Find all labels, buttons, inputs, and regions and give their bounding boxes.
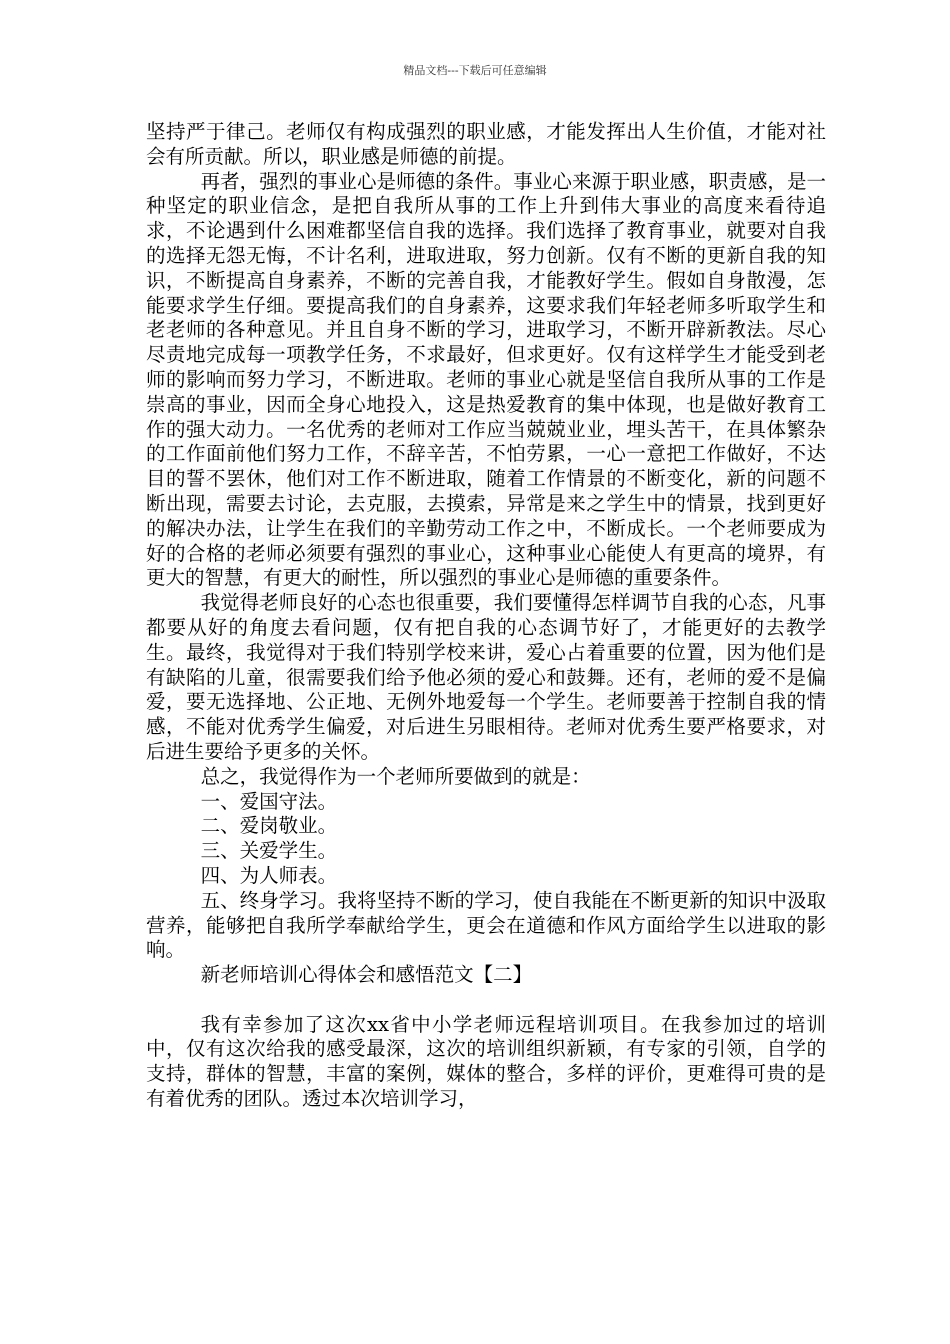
document-body (146, 120, 826, 1112)
paragraph: 我觉得老师良好的心态也很重要，我们要懂得怎样调节自我的心态，凡事都要从好的角度去看问题，仅有把自我的心态调节好了，才能更好的去教学生。最终，我觉得对于我们特别学校来讲，爱心占着重要的位置，因为他们是有缺陷的儿童，很需要我们给予他必须的爱心和鼓舞。还有，老师的爱不是偏爱，要无选择地、公正地、无例外地爱每一个学生。老师要善于控制自我的情感，不能对优秀学生偏爱，对后进生另眼相待。老师对优秀生要严格要求，对后进生要给予更多的关怀。 (146, 591, 826, 763)
list-item: 三、关爱学生。 (200, 839, 338, 863)
paragraph: 我有幸参加了这次xx省中小学老师远程培训项目。在我参加过的培训中，仅有这次给我的感受最深，这次的培训组织新颖，有专家的引领，自学的支持，群体的智慧，丰富的案例，媒体的整合，多样的评价，更难得可贵的是有着优秀的团队。透过本次培训学习， (146, 1012, 826, 1111)
paragraph: 再者，强烈的事业心是师德的条件。事业心来源于职业感，职责感，是一种坚定的职业信念，是把自我所从事的工作上升到伟大事业的高度来看待追求，不论遇到什么困难都坚信自我的选择。我们选择了教育事业，就要对自我的选择无怨无悔，不计名利，进取进取，努力创新。仅有不断的更新自我的知识，不断提高自身素养，不断的完善自我，才能教好学生。假如自身散漫，怎能要求学生仔细。要提高我们的自身素养，这要求我们年轻老师多听取学生和老老师的各种意见。并且自身不断的学习，进取学习，不断开辟新教法。尽心尽责地完成每一项教学任务，不求最好，但求更好。仅有这样学生才能受到老师的影响而努力学习，不断进取。老师的事业心就是坚信自我所从事的工作是崇高的事业，因而全身心地投入，这是热爱教育的集中体现，也是做好教育工作的强大动力。一名优秀的老师对工作应当兢兢业业，埋头苦干，在具体繁杂的工作面前他们努力工作，不辞辛苦，不怕劳累，一心一意把工作做好，不达目的誓不罢休，他们对工作不断进取，随着工作情景的不断变化，新的问题不断出现，需要去讨论，去克服，去摸索，异常是来之学生中的情景，找到更好的解决办法，让学生在我们的辛勤劳动工作之中，不断成长。一个老师要成为好的合格的老师必须要有强烈的事业心，这种事业心能使人有更高的境界，有更大的智慧，有更大的耐性，所以强烈的事业心是师德的重要条件。 (146, 169, 826, 590)
list-item: 二、爱岗敬业。 (200, 814, 338, 838)
paragraph: 坚持严于律己。老师仅有构成强烈的职业感，才能发挥出人生价值，才能对社会有所贡献。所以，职业感是师德的前提。 (146, 120, 826, 168)
page-header: 精品文档---下载后可任意编辑 (403, 64, 547, 77)
list-item: 一、爱国守法。 (200, 789, 338, 813)
paragraph: 总之，我觉得作为一个老师所要做到的就是： (200, 764, 591, 788)
blank-line (146, 988, 826, 1013)
list-item: 五、终身学习。我将坚持不断的学习，使自我能在不断更新的知识中汲取营养，能够把自我所学奉献给学生，更会在道德和作风方面给学生以进取的影响。 (146, 888, 826, 962)
list-item: 四、为人师表。 (200, 863, 338, 887)
section-title: 新老师培训心得体会和感悟范文【二】 (200, 963, 533, 987)
